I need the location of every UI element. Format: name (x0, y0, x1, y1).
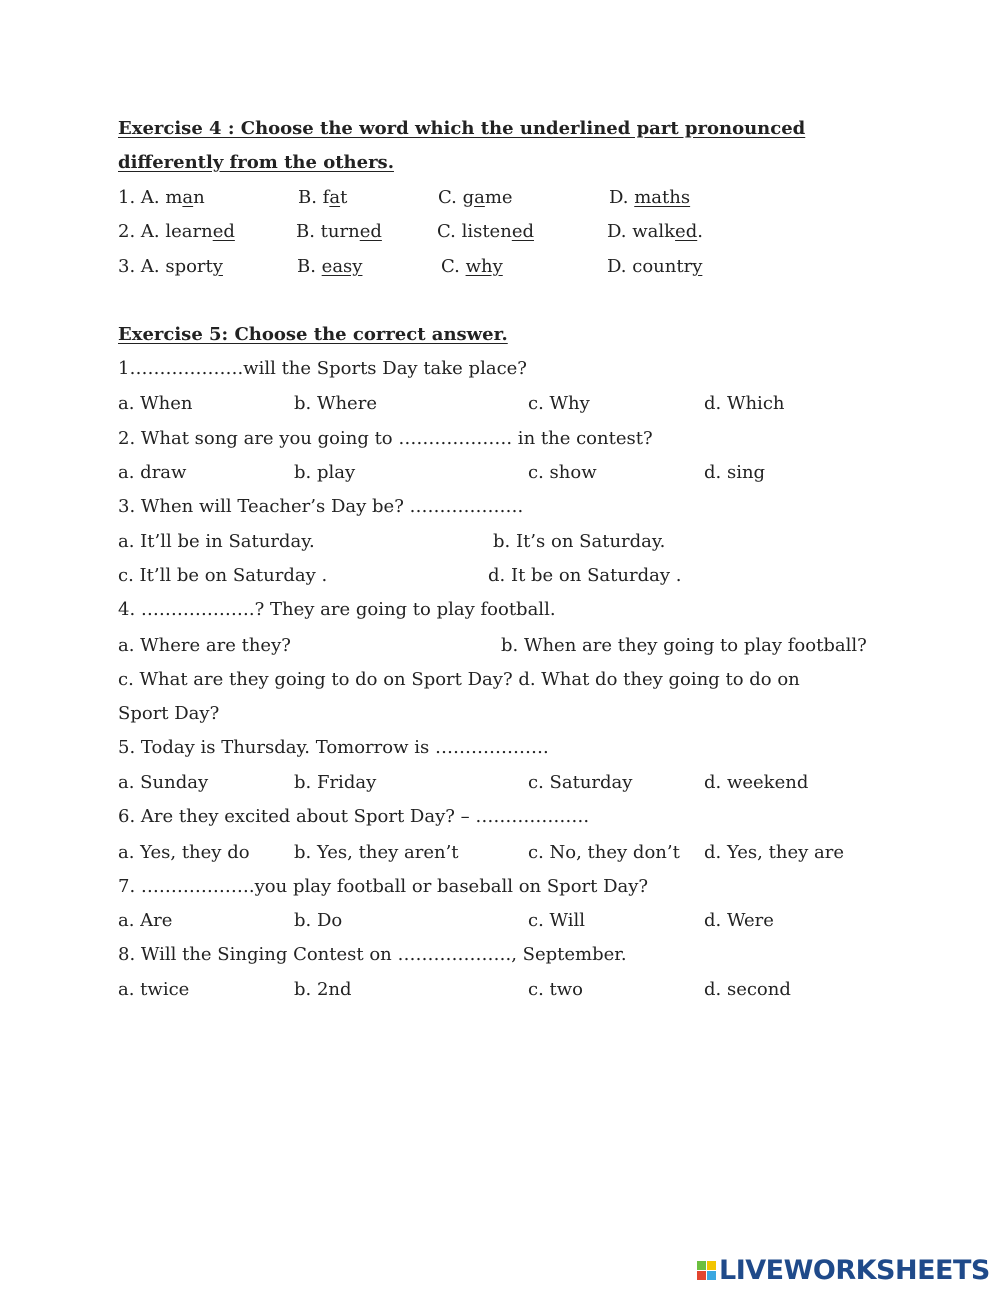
ex5-q8-option-a[interactable]: a. twice (118, 979, 190, 1000)
ex5-q6-text: 6. Are they excited about Sport Day? – ………………. (118, 806, 590, 827)
ex5-q2-option-a[interactable]: a. draw (118, 462, 187, 483)
ex5-q7-option-a[interactable]: a. Are (118, 910, 173, 931)
ex4-q1-d-underlined: maths (634, 187, 691, 208)
ex5-q6-option-c[interactable]: c. No, they don’t (528, 842, 680, 863)
ex5-q3-option-a[interactable]: a. It’ll be in Saturday. (118, 531, 315, 552)
ex4-q1-option-a: 1. A. man (118, 187, 205, 208)
ex4-q1-option-d: D. maths (609, 187, 691, 208)
ex4-q3-a-underlined: y (212, 256, 223, 277)
exercise-5-title: Exercise 5: Choose the correct answer. (118, 324, 508, 345)
logo-text: LIVEWORKSHEETS (719, 1254, 990, 1286)
ex5-q1-option-d[interactable]: d. Which (704, 393, 785, 414)
ex5-q6-option-a[interactable]: a. Yes, they do (118, 842, 250, 863)
logo-blocks-icon (697, 1261, 716, 1280)
ex5-q7-option-c[interactable]: c. Will (528, 910, 585, 931)
ex5-q8-option-b[interactable]: b. 2nd (294, 979, 352, 1000)
ex5-q4-text: 4. ……………….? They are going to play football. (118, 599, 556, 620)
ex5-q6-option-b[interactable]: b. Yes, they aren’t (294, 842, 459, 863)
ex5-q3-option-c[interactable]: c. It’ll be on Saturday . (118, 565, 328, 586)
ex5-q8-text: 8. Will the Singing Contest on ………………., September. (118, 944, 627, 965)
ex4-q3-option-a: 3. A. sporty (118, 256, 223, 277)
ex5-q5-option-b[interactable]: b. Friday (294, 772, 377, 793)
ex4-q3-c-underlined: why (465, 256, 503, 277)
ex5-q4-options-continued[interactable]: Sport Day? (118, 703, 220, 724)
ex5-q5-option-a[interactable]: a. Sunday (118, 772, 209, 793)
ex4-q1-a-underlined: a (182, 187, 194, 208)
ex4-q1-c-underlined: a (474, 187, 485, 208)
ex4-q3-option-c: C. why (441, 256, 503, 277)
ex4-q2-option-b: B. turned (296, 221, 382, 242)
ex5-q1-option-a[interactable]: a. When (118, 393, 193, 414)
ex5-q4-option-a[interactable]: a. Where are they? (118, 635, 291, 656)
exercise-4-title-line2: differently from the others. (118, 152, 394, 173)
ex5-q4-option-b[interactable]: b. When are they going to play football? (501, 635, 867, 656)
ex4-q1-b-underlined: a (329, 187, 341, 208)
ex5-q2-option-d[interactable]: d. sing (704, 462, 766, 483)
ex5-q4-options-c-d[interactable]: c. What are they going to do on Sport Day? d. What do they going to do on (118, 669, 800, 690)
ex4-q2-option-c: C. listened (437, 221, 534, 242)
ex4-q1-option-c: C. game (438, 187, 513, 208)
ex4-q2-b-underlined: ed (359, 221, 382, 242)
ex4-q2-d-underlined: ed (675, 221, 698, 242)
ex5-q1-option-c[interactable]: c. Why (528, 393, 590, 414)
ex5-q1-option-b[interactable]: b. Where (294, 393, 377, 414)
ex4-q3-option-d: D. country (607, 256, 703, 277)
ex4-q3-option-b: B. easy (297, 256, 363, 277)
ex5-q2-option-b[interactable]: b. play (294, 462, 356, 483)
ex5-q5-option-c[interactable]: c. Saturday (528, 772, 633, 793)
exercise-4-title-line1: Exercise 4 : Choose the word which the underlined part pronounced (118, 118, 806, 139)
ex4-q2-a-underlined: ed (212, 221, 235, 242)
ex4-q3-d-underlined: y (692, 256, 703, 277)
ex4-q3-b-underlined: easy (321, 256, 363, 277)
ex5-q3-option-d[interactable]: d. It be on Saturday . (488, 565, 682, 586)
liveworksheets-logo[interactable] (697, 1255, 997, 1285)
ex5-q8-option-d[interactable]: d. second (704, 979, 791, 1000)
ex5-q1-text: 1……………….will the Sports Day take place? (118, 358, 527, 379)
ex5-q2-text: 2. What song are you going to ………………. in the contest? (118, 428, 653, 449)
ex5-q8-option-c[interactable]: c. two (528, 979, 584, 1000)
ex4-q2-option-d: D. walked. (607, 221, 703, 242)
ex5-q7-text: 7. ……………….you play football or baseball on Sport Day? (118, 876, 649, 897)
ex4-q2-option-a: 2. A. learned (118, 221, 235, 242)
ex4-q1-option-b: B. fat (298, 187, 348, 208)
ex5-q2-option-c[interactable]: c. show (528, 462, 597, 483)
ex5-q6-option-d[interactable]: d. Yes, they are (704, 842, 844, 863)
ex5-q7-option-d[interactable]: d. Were (704, 910, 774, 931)
ex4-q2-c-underlined: ed (511, 221, 534, 242)
ex5-q5-option-d[interactable]: d. weekend (704, 772, 809, 793)
ex5-q7-option-b[interactable]: b. Do (294, 910, 343, 931)
ex5-q3-text: 3. When will Teacher’s Day be? ………………. (118, 496, 524, 517)
ex5-q3-option-b[interactable]: b. It’s on Saturday. (493, 531, 666, 552)
ex5-q5-text: 5. Today is Thursday. Tomorrow is ………………. (118, 737, 549, 758)
